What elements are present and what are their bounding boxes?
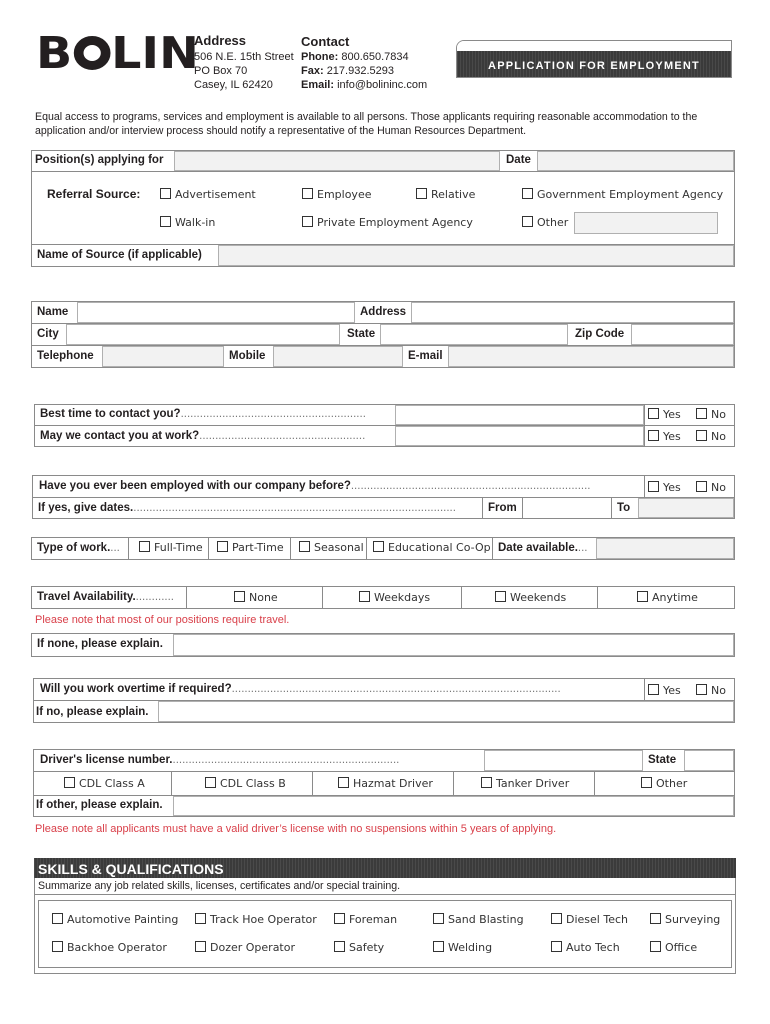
checkbox[interactable]: [648, 481, 659, 492]
referral-employee[interactable]: Employee: [302, 188, 371, 201]
email-input[interactable]: [448, 346, 734, 367]
travel-note: Please note that most of our positions require travel.: [35, 614, 290, 626]
skill-dozer[interactable]: Dozer Operator: [195, 941, 295, 954]
skill-backhoe[interactable]: Backhoe Operator: [52, 941, 167, 954]
intro-text: Equal access to programs, services and employment is available to all persons. Those applicants requiring reasonable accommodation to the application and/or interview process should notify a representative of the Human Resources Department.: [35, 111, 698, 137]
contact-heading: Contact: [301, 34, 350, 49]
position-label: Position(s) applying for: [35, 154, 164, 166]
employed-no[interactable]: No: [696, 481, 726, 494]
referral-other[interactable]: Other: [522, 216, 568, 229]
checkbox[interactable]: [160, 216, 171, 227]
zip-label: Zip Code: [575, 328, 625, 340]
employed-yes[interactable]: Yes: [648, 481, 681, 494]
to-label: To: [617, 502, 631, 514]
city-label: City: [37, 328, 59, 340]
work-co-op[interactable]: Educational Co-Op: [373, 541, 491, 554]
license-input[interactable]: [484, 750, 643, 771]
checkbox[interactable]: [641, 777, 652, 788]
skills-heading: SKILLS & QUALIFICATIONS: [34, 858, 736, 878]
travel-anytime[interactable]: Anytime: [637, 591, 698, 604]
referral-advertisement[interactable]: Advertisement: [160, 188, 256, 201]
checkbox[interactable]: [433, 913, 444, 924]
checkbox[interactable]: [481, 777, 492, 788]
license-state-label: State: [648, 754, 677, 766]
address-heading: Address: [194, 33, 247, 48]
checkbox[interactable]: [416, 188, 427, 199]
license-other[interactable]: Other: [641, 777, 687, 790]
if-no-label: If no, please explain.: [36, 706, 149, 718]
skill-surveying[interactable]: Surveying: [650, 913, 720, 926]
at-work-label: May we contact you at work?....................................................: [40, 430, 366, 442]
checkbox[interactable]: [205, 777, 216, 788]
telephone-input[interactable]: [102, 346, 224, 367]
employed-before-label: Have you ever been employed with our company before?...........................................................................: [39, 480, 591, 492]
source-input[interactable]: [218, 245, 734, 266]
checkbox[interactable]: [696, 430, 707, 441]
license-cdl-a[interactable]: CDL Class A: [64, 777, 145, 790]
zip-input[interactable]: [631, 324, 734, 345]
checkbox[interactable]: [650, 941, 661, 952]
checkbox[interactable]: [160, 188, 171, 199]
if-no-input[interactable]: [158, 701, 734, 722]
work-part-time[interactable]: Part-Time: [217, 541, 284, 554]
checkbox[interactable]: [648, 430, 659, 441]
source-label: Name of Source (if applicable): [37, 249, 202, 261]
date-input[interactable]: [537, 151, 734, 171]
skill-sand-blasting[interactable]: Sand Blasting: [433, 913, 524, 926]
skill-welding[interactable]: Welding: [433, 941, 492, 954]
mobile-label: Mobile: [229, 350, 266, 362]
contact-block: Phone: 800.650.7834 Fax: 217.932.5293 Email: info@bolininc.com: [301, 51, 428, 91]
referral-walk-in[interactable]: Walk-in: [160, 216, 215, 229]
travel-label: Travel Availability.............: [37, 591, 174, 603]
checkbox[interactable]: [52, 941, 63, 952]
checkbox[interactable]: [52, 913, 63, 924]
city-input[interactable]: [66, 324, 340, 345]
travel-weekdays[interactable]: Weekdays: [359, 591, 430, 604]
skills-summary: Summarize any job related skills, licenses, certificates and/or special training.: [34, 878, 736, 894]
license-state-input[interactable]: [684, 750, 734, 771]
position-input[interactable]: [174, 151, 500, 171]
license-note: Please note all applicants must have a valid driver’s license with no suspensions within 5 years of applying.: [35, 823, 557, 835]
checkbox[interactable]: [522, 188, 533, 199]
license-tanker[interactable]: Tanker Driver: [481, 777, 569, 790]
name-input[interactable]: [77, 302, 355, 323]
overtime-yes[interactable]: Yes: [648, 684, 681, 697]
email-label: E-mail: [408, 350, 443, 362]
referral-other-input[interactable]: [574, 212, 718, 234]
overtime-no[interactable]: No: [696, 684, 726, 697]
checkbox[interactable]: [139, 541, 150, 552]
checkbox[interactable]: [648, 408, 659, 419]
travel-none[interactable]: None: [234, 591, 278, 604]
checkbox[interactable]: [696, 408, 707, 419]
checkbox[interactable]: [433, 941, 444, 952]
checkbox[interactable]: [551, 913, 562, 924]
work-type-label: Type of work....: [37, 542, 120, 554]
date-label: Date: [506, 154, 531, 166]
checkbox[interactable]: [302, 188, 313, 199]
if-yes-label: If yes, give dates......................................................................................................: [38, 502, 456, 514]
skill-office[interactable]: Office: [650, 941, 697, 954]
if-none-label: If none, please explain.: [37, 638, 163, 650]
checkbox[interactable]: [696, 684, 707, 695]
skill-track-hoe[interactable]: Track Hoe Operator: [195, 913, 317, 926]
checkbox[interactable]: [696, 481, 707, 492]
checkbox[interactable]: [334, 941, 345, 952]
skill-automotive-painting[interactable]: Automotive Painting: [52, 913, 178, 926]
date-available-label: Date available....: [498, 542, 588, 554]
to-input[interactable]: [638, 498, 734, 518]
license-label: Driver's license number........................................................................: [40, 754, 400, 766]
checkbox[interactable]: [338, 777, 349, 788]
checkbox[interactable]: [299, 541, 310, 552]
checkbox[interactable]: [217, 541, 228, 552]
best-time-no[interactable]: No: [696, 408, 726, 421]
checkbox[interactable]: [302, 216, 313, 227]
referral-label: Referral Source:: [47, 187, 141, 201]
skill-safety[interactable]: Safety: [334, 941, 384, 954]
checkbox[interactable]: [195, 913, 206, 924]
overtime-label: Will you work overtime if required?.......................................................................................................: [40, 683, 561, 695]
checkbox[interactable]: [234, 591, 245, 602]
if-other-input[interactable]: [173, 796, 734, 816]
checkbox[interactable]: [334, 913, 345, 924]
work-full-time[interactable]: Full-Time: [139, 541, 203, 554]
checkbox[interactable]: [650, 913, 661, 924]
telephone-label: Telephone: [37, 350, 94, 362]
form-title-bar: [456, 40, 732, 78]
address-input[interactable]: [411, 302, 734, 323]
checkbox[interactable]: [195, 941, 206, 952]
checkbox[interactable]: [359, 591, 370, 602]
at-work-yes[interactable]: Yes: [648, 430, 681, 443]
license-cdl-b[interactable]: CDL Class B: [205, 777, 286, 790]
date-available-input[interactable]: [596, 538, 734, 559]
skill-auto-tech[interactable]: Auto Tech: [551, 941, 620, 954]
checkbox[interactable]: [373, 541, 384, 552]
state-input[interactable]: [380, 324, 568, 345]
bolin-logo: B LIN: [36, 28, 199, 79]
at-work-input[interactable]: [395, 426, 644, 446]
license-hazmat[interactable]: Hazmat Driver: [338, 777, 433, 790]
best-time-label: Best time to contact you?..........................................................: [40, 408, 366, 420]
checkbox[interactable]: [495, 591, 506, 602]
best-time-input[interactable]: [395, 405, 644, 425]
skill-diesel-tech[interactable]: Diesel Tech: [551, 913, 628, 926]
referral-government[interactable]: Government Employment Agency: [522, 188, 723, 201]
checkbox[interactable]: [648, 684, 659, 695]
at-work-no[interactable]: No: [696, 430, 726, 443]
work-seasonal[interactable]: Seasonal: [299, 541, 364, 554]
checkbox[interactable]: [64, 777, 75, 788]
checkbox[interactable]: [522, 216, 533, 227]
checkbox[interactable]: [551, 941, 562, 952]
state-label: State: [347, 328, 376, 340]
from-label: From: [488, 502, 517, 514]
skill-foreman[interactable]: Foreman: [334, 913, 397, 926]
skills-inner: [38, 900, 732, 968]
checkbox[interactable]: [637, 591, 648, 602]
address-block: 506 N.E. 15th Street PO Box 70 Casey, IL 62420: [194, 51, 294, 91]
name-label: Name: [37, 306, 69, 318]
if-other-label: If other, please explain.: [36, 799, 163, 811]
travel-weekends[interactable]: Weekends: [495, 591, 566, 604]
mobile-input[interactable]: [273, 346, 403, 367]
best-time-yes[interactable]: Yes: [648, 408, 681, 421]
if-none-input[interactable]: [173, 634, 734, 656]
form-title: APPLICATION FOR EMPLOYMENT: [457, 51, 731, 77]
referral-relative[interactable]: Relative: [416, 188, 475, 201]
referral-private-agency[interactable]: Private Employment Agency: [302, 216, 473, 229]
address-label: Address: [360, 306, 407, 318]
